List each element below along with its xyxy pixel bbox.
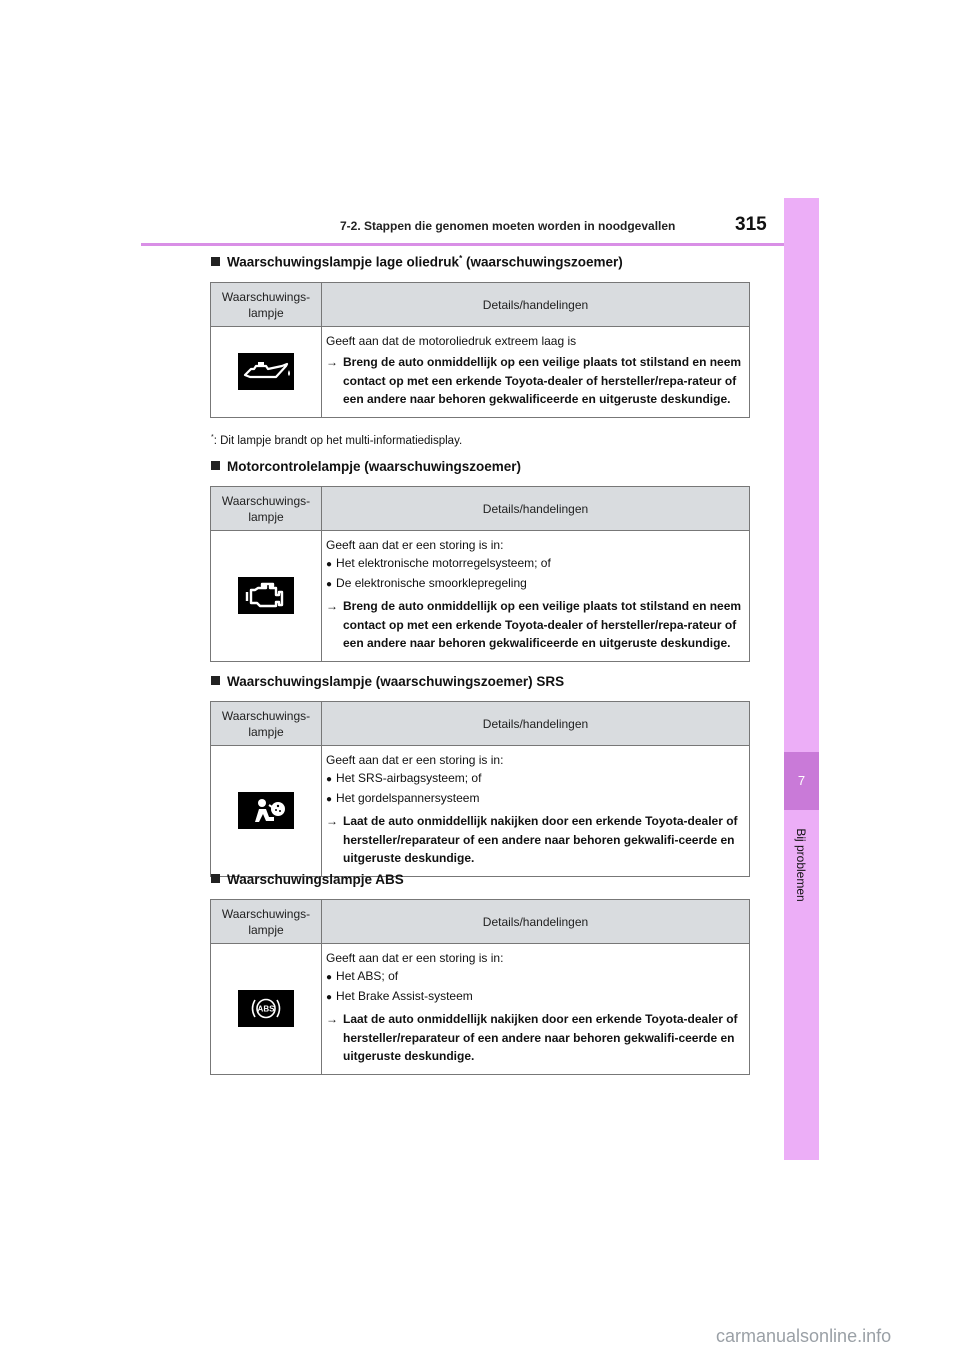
description: Geeft aan dat er een storing is in: bbox=[326, 753, 504, 767]
action-instruction bbox=[326, 1010, 744, 1066]
col-header-lamp: Waarschuwings- lampje bbox=[211, 487, 322, 531]
col-header-details: Details/handelingen bbox=[322, 702, 750, 746]
arrow-icon: → bbox=[326, 599, 338, 613]
action-text: Laat de auto onmiddellijk nakijken door een erkende Toyota-dealer of hersteller/reparateur of een andere naar behoren gekwalifi-ceerde en uitgeruste deskundige. bbox=[343, 814, 738, 865]
section-title-text: Waarschuwingslampje lage oliedruk bbox=[227, 254, 460, 270]
footnote-mark: * bbox=[211, 434, 214, 441]
list-item: ● Het gordelspannersysteem bbox=[326, 789, 744, 809]
description: Geeft aan dat de motoroliedruk extreem laag is bbox=[326, 334, 577, 348]
section-title-srs bbox=[211, 674, 564, 689]
col-header-details: Details/handelingen bbox=[322, 487, 750, 531]
list-item: ● De elektronische smoorklepregeling bbox=[326, 574, 744, 594]
col-header-details: Details/handelingen bbox=[322, 283, 750, 327]
running-header: 7-2. Stappen die genomen moeten worden in noodgevallen bbox=[340, 219, 676, 233]
description: Geeft aan dat er een storing is in: bbox=[326, 538, 504, 552]
watermark-text: carmanualsonline.info bbox=[716, 1326, 892, 1346]
description: Geeft aan dat er een storing is in: bbox=[326, 951, 504, 965]
lamp-cell bbox=[211, 746, 322, 877]
table-row bbox=[211, 944, 750, 1075]
oil-pressure-icon bbox=[238, 353, 294, 390]
action-instruction bbox=[326, 812, 744, 868]
table-header-row bbox=[211, 702, 750, 746]
action-instruction bbox=[326, 353, 744, 409]
table-row bbox=[211, 531, 750, 662]
section-marker bbox=[211, 461, 220, 470]
page-number: 315 bbox=[735, 214, 767, 235]
arrow-icon: → bbox=[326, 814, 338, 828]
warning-table-oil-pressure bbox=[210, 282, 750, 418]
arrow-icon: → bbox=[326, 1012, 338, 1026]
section-marker bbox=[211, 676, 220, 685]
lamp-cell bbox=[211, 944, 322, 1075]
header-rule bbox=[141, 243, 784, 246]
arrow-icon: → bbox=[326, 355, 338, 369]
abs-icon bbox=[238, 990, 294, 1027]
list-item: ● Het elektronische motorregelsysteem; of bbox=[326, 554, 744, 574]
lamp-cell bbox=[211, 327, 322, 418]
abs-icon-label: ABS bbox=[257, 1004, 275, 1014]
col-header-lamp: Waarschuwings- lampje bbox=[211, 702, 322, 746]
warning-table-engine bbox=[210, 486, 750, 662]
chapter-side-tab bbox=[784, 198, 819, 1160]
check-engine-icon bbox=[238, 577, 294, 614]
lamp-cell bbox=[211, 531, 322, 662]
action-text: Breng de auto onmiddellijk op een veilige plaats tot stilstand en neem contact op met een erkende Toyota-dealer of hersteller/repa-rateur of een andere naar behoren gekwalificeerde en uitgeruste deskundige. bbox=[343, 599, 742, 650]
warning-table-abs bbox=[210, 899, 750, 1075]
chapter-title: Bij problemen bbox=[794, 828, 808, 902]
table-header-row bbox=[211, 487, 750, 531]
details-cell bbox=[322, 531, 750, 662]
footnote bbox=[211, 434, 462, 447]
footnote-mark: * bbox=[459, 254, 463, 263]
table-row bbox=[211, 746, 750, 877]
section-title-abs bbox=[211, 872, 404, 887]
section-title-suffix: (waarschuwingszoemer) bbox=[462, 254, 623, 270]
col-header-lamp: Waarschuwings- lampje bbox=[211, 900, 322, 944]
section-title-text: Waarschuwingslampje ABS bbox=[227, 872, 404, 887]
action-text: Breng de auto onmiddellijk op een veilige plaats tot stilstand en neem contact op met een erkende Toyota-dealer of hersteller/repa-rateur of een andere naar behoren gekwalificeerde en uitgeruste deskundige. bbox=[343, 355, 742, 406]
section-marker bbox=[211, 257, 220, 266]
col-header-details: Details/handelingen bbox=[322, 900, 750, 944]
details-cell bbox=[322, 944, 750, 1075]
details-cell bbox=[322, 746, 750, 877]
list-item: ● Het ABS; of bbox=[326, 967, 744, 987]
col-header-lamp: Waarschuwings- lampje bbox=[211, 283, 322, 327]
section-title-text: Motorcontrolelampje (waarschuwingszoemer) bbox=[227, 459, 522, 474]
action-instruction bbox=[326, 597, 744, 653]
details-cell bbox=[322, 327, 750, 418]
list-item: ● Het SRS-airbagsysteem; of bbox=[326, 769, 744, 789]
table-row bbox=[211, 327, 750, 418]
srs-airbag-icon bbox=[238, 792, 294, 829]
warning-table-srs bbox=[210, 701, 750, 877]
section-title-oil-pressure bbox=[211, 254, 623, 270]
table-header-row bbox=[211, 283, 750, 327]
section-title-text: Waarschuwingslampje (waarschuwingszoemer) SRS bbox=[227, 674, 565, 689]
table-header-row bbox=[211, 900, 750, 944]
action-text: Laat de auto onmiddellijk nakijken door een erkende Toyota-dealer of hersteller/reparateur of een andere naar behoren gekwalifi-ceerde en uitgeruste deskundige. bbox=[343, 1012, 738, 1063]
footnote-text: : Dit lampje brandt op het multi-informatiedisplay. bbox=[213, 434, 463, 447]
section-title-engine bbox=[211, 459, 521, 474]
section-marker bbox=[211, 874, 220, 883]
list-item: ● Het Brake Assist-systeem bbox=[326, 987, 744, 1007]
chapter-number: 7 bbox=[784, 752, 819, 810]
